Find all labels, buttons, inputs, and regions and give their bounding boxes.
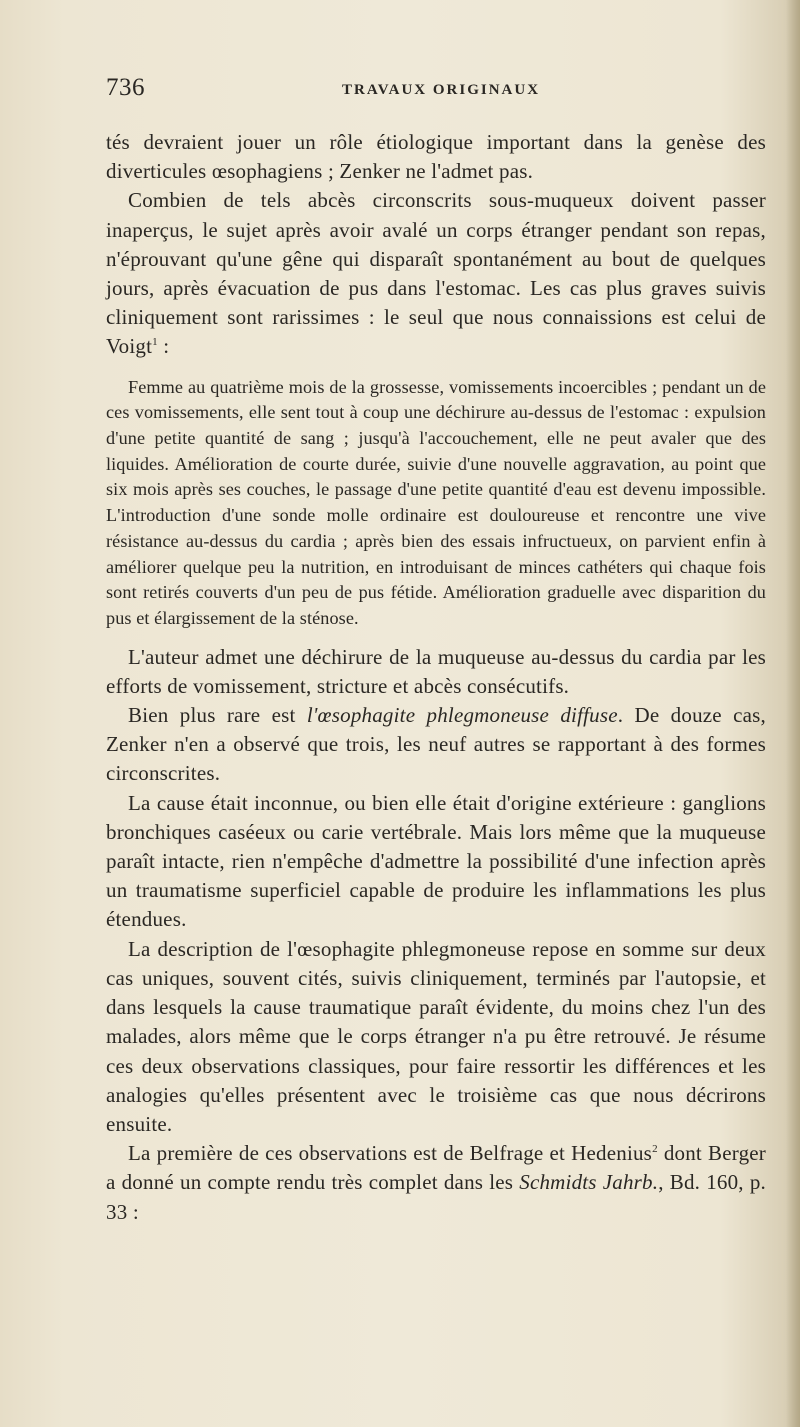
paragraph-abscess-text: Combien de tels abcès circonscrits sous-muqueux doivent passer inaperçus, le sujet après avoir avalé un corps étranger pendant son repas, n'éprouvant qu'une gêne qui disparaît spontanément au bout de quelques jours, après évacuation de pus dans l'estomac. Les cas plus graves suivis cliniquement sont rarissimes : le seul que nous connaissions est celui de Voigt xyxy=(106,188,766,359)
paragraph-belfrage-start: La première de ces observations est de Belfrage et Hedenius xyxy=(128,1141,653,1166)
paragraph-diffuse-end: . De douze cas, Zenker n'en a observé que trois, les neuf autres se rapportant à des formes circonscrites. xyxy=(106,703,766,786)
paragraph-belfrage-mid: dont Berger a donné un compte rendu très complet dans les xyxy=(106,1141,766,1195)
paragraph-cause: La cause était inconnue, ou bien elle était d'origine extérieure : ganglions bronchiques caséeux ou carie vertébrale. Mais lors même que la muqueuse paraît intacte, rien n'empêche d'admettre la possibilité d'une infection après un traumatisme superficiel capable de produire les inflammations les plus étendues. xyxy=(106,790,766,932)
page-content xyxy=(106,128,766,1227)
paragraph-abscess xyxy=(106,186,766,361)
paragraph-author: L'auteur admet une déchirure de la muqueuse au-dessus du cardia par les efforts de vomissement, stricture et abcès consécutifs. xyxy=(106,644,766,698)
case-quote xyxy=(106,375,766,632)
running-title: TRAVAUX ORIGINAUX xyxy=(342,82,541,98)
paragraph-belfrage-end: , Bd. 160, p. 33 : xyxy=(106,1170,766,1224)
paragraph-continuation: tés devraient jouer un rôle étiologique important dans la genèse des diverticules œsophagiens ; Zenker ne l'admet pas. xyxy=(106,130,766,184)
page-edge-shadow xyxy=(786,0,800,1427)
journal-title-italic: Schmidts Jahrb. xyxy=(519,1170,659,1195)
main-text-top xyxy=(106,128,766,362)
paragraph-belfrage xyxy=(106,1139,766,1227)
page-header xyxy=(106,74,766,104)
footnote-ref-1: 1 xyxy=(152,336,158,349)
footnote-ref-2: 2 xyxy=(652,1143,658,1156)
paragraph-diffuse-start: Bien plus rare est xyxy=(128,703,307,728)
paragraph-diffuse xyxy=(106,701,766,789)
quote-text: Femme au quatrième mois de la grossesse, vomissements incoercibles ; pendant un de ces vomissements, elle sent tout à coup une déchirure au-dessus de l'estomac : expulsion d'une petite quantité de sang ; jusqu'à l'accouchement, elle ne peut avaler que des liquides. Amélioration de courte durée, suivie d'une nouvelle aggravation, au point que six mois après ses couches, le passage d'une petite quantité d'eau est devenu impossible. L'introduction d'une sonde molle ordinaire est douloureuse et rencontre une vive résistance au-dessus du cardia ; après bien des essais infructueux, on parvient enfin à améliorer quelque peu la nutrition, en introduisant de minces cathéters qui chaque fois sont retirés couverts d'un peu de pus fétide. Amélioration graduelle avec disparition du pus et élargissement de la sténose. xyxy=(106,376,766,628)
paragraph-diffuse-italic: l'œsophagite phlegmoneuse diffuse xyxy=(306,703,618,728)
main-text-bottom xyxy=(106,643,766,1227)
page-number: 736 xyxy=(106,74,145,101)
paragraph-description: La description de l'œsophagite phlegmoneuse repose en somme sur deux cas uniques, souvent cités, suivis cliniquement, terminés par l'autopsie, et dans lesquels la cause traumatique paraît évidente, du moins chez l'un des malades, alors même que le corps étranger n'a pu être retrouvé. Je résume ces deux observations classiques, pour faire ressortir les différences et les analogies qu'elles présentent avec le troisième cas que nous décrirons ensuite. xyxy=(106,936,766,1136)
paragraph-abscess-end: : xyxy=(157,334,170,359)
